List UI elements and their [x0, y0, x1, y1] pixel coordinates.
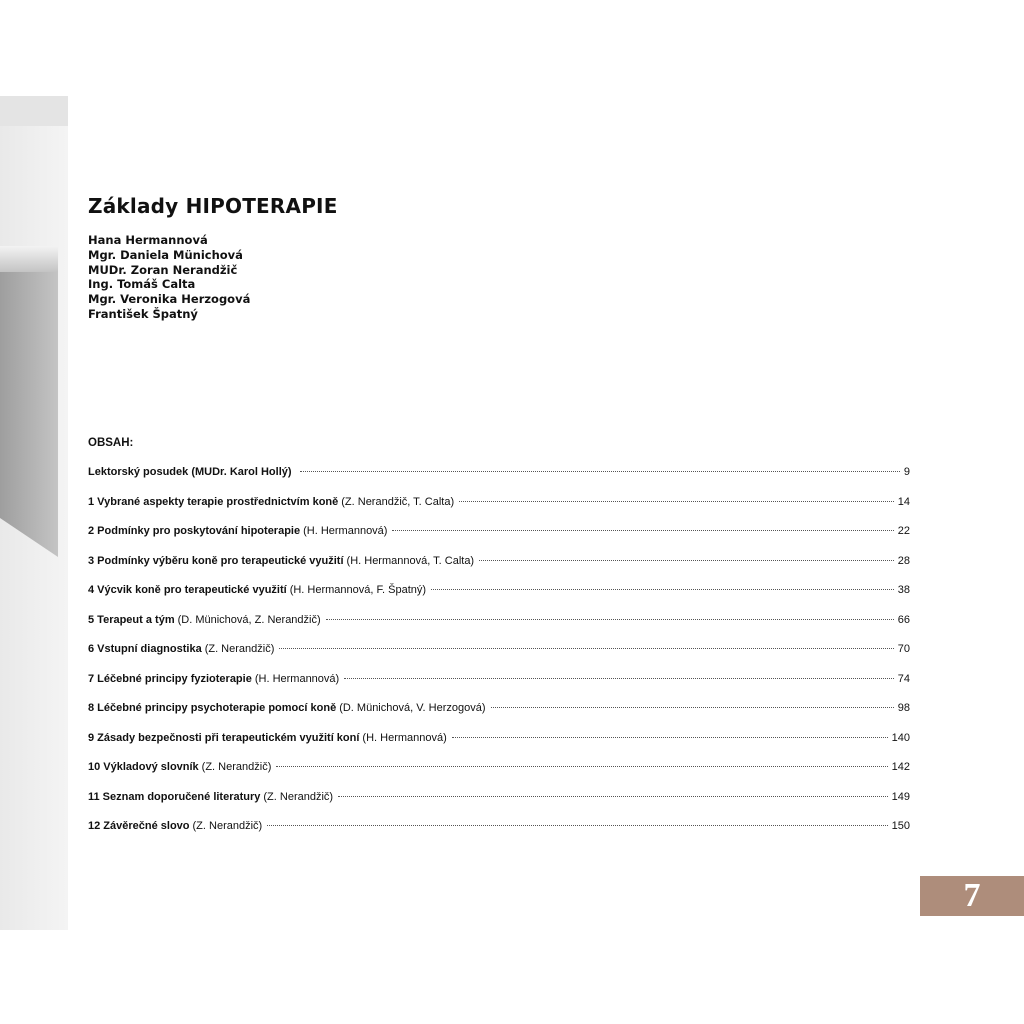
- toc-entry: [88, 643, 910, 673]
- toc-leader-dots: [459, 501, 894, 502]
- author-name: Ing. Tomáš Calta: [88, 277, 196, 292]
- side-decoration-top: [0, 96, 68, 126]
- toc-leader-dots: [431, 589, 894, 590]
- toc-leader-dots: [326, 619, 894, 620]
- toc-entry-title: 4 Výcvik koně pro terapeutické využití: [88, 584, 287, 596]
- toc-entry: [88, 732, 910, 762]
- toc-entry-page: 140: [891, 731, 910, 744]
- toc-entry-page: 28: [897, 554, 910, 567]
- toc-entry-page: 38: [897, 584, 910, 596]
- toc-entry-authors: (Z. Nerandžič): [204, 643, 275, 655]
- toc-entry: [88, 466, 910, 496]
- toc-entry-title: 9 Zásady bezpečnosti při terapeutickém využití koní: [88, 731, 360, 744]
- table-of-contents: [88, 466, 910, 850]
- toc-entry: [88, 820, 910, 850]
- author-name: MUDr. Zoran Nerandžič: [88, 262, 238, 277]
- toc-entry-authors: (Z. Nerandžič): [192, 820, 263, 832]
- author-name: František Špatný: [88, 306, 198, 321]
- toc-entry-page: 70: [897, 643, 910, 655]
- author-list: [88, 233, 250, 322]
- toc-entry-authors: (H. Hermannová): [362, 731, 447, 744]
- toc-entry: [88, 791, 910, 821]
- toc-entry-authors: (H. Hermannová, F. Špatný): [289, 584, 427, 596]
- toc-entry-page: 14: [897, 495, 910, 508]
- toc-entry-page: 142: [891, 761, 910, 773]
- toc-leader-dots: [300, 471, 900, 472]
- toc-entry: [88, 673, 910, 703]
- page-number-badge: [920, 876, 1024, 916]
- toc-entry-title: 7 Léčebné principy fyzioterapie: [88, 672, 252, 685]
- toc-leader-dots: [452, 737, 888, 738]
- toc-leader-dots: [279, 648, 893, 649]
- toc-entry-authors: (H. Hermannová, T. Calta): [346, 554, 475, 567]
- side-decoration-edge: [0, 246, 58, 276]
- toc-entry-page: 150: [891, 820, 910, 832]
- book-title: Základy HIPOTERAPIE: [88, 194, 338, 218]
- toc-leader-dots: [267, 825, 887, 826]
- toc-entry-authors: (Z. Nerandžič, T. Calta): [341, 495, 455, 508]
- toc-entry-authors: (D. Münichová, V. Herzogová): [339, 702, 486, 714]
- toc-entry-title: 1 Vybrané aspekty terapie prostřednictvím koně: [88, 495, 339, 508]
- toc-entry-authors: (Z. Nerandžič): [201, 761, 272, 773]
- toc-entry-authors: (Z. Nerandžič): [263, 790, 334, 803]
- toc-entry-title: 8 Léčebné principy psychoterapie pomocí koně: [88, 702, 337, 714]
- toc-entry-page: 66: [897, 613, 910, 626]
- toc-entry-title: 6 Vstupní diagnostika: [88, 643, 202, 655]
- toc-entry: [88, 525, 910, 555]
- author-name: Mgr. Daniela Münichová: [88, 247, 243, 262]
- author-name: Hana Hermannová: [88, 233, 208, 247]
- toc-entry-title: 11 Seznam doporučené literatury: [88, 790, 261, 803]
- toc-entry-page: 98: [897, 702, 910, 714]
- toc-leader-dots: [491, 707, 894, 708]
- toc-entry: [88, 614, 910, 644]
- toc-leader-dots: [276, 766, 887, 767]
- toc-leader-dots: [479, 560, 894, 561]
- toc-entry-authors: (H. Hermannová): [254, 672, 340, 685]
- toc-entry-title: 2 Podmínky pro poskytování hipoterapie: [88, 525, 301, 537]
- toc-entry: [88, 702, 910, 732]
- toc-entry-page: 74: [897, 672, 910, 685]
- toc-entry-title: 5 Terapeut a tým: [88, 613, 175, 626]
- toc-entry-title: 12 Závěrečné slovo: [88, 820, 190, 832]
- toc-entry-title: Lektorský posudek (MUDr. Karol Hollý): [88, 466, 292, 478]
- page-number: 7: [963, 877, 981, 914]
- toc-entry-authors: (H. Hermannová): [303, 525, 388, 537]
- toc-entry: [88, 555, 910, 585]
- toc-heading: OBSAH:: [88, 437, 134, 449]
- toc-entry-page: 22: [897, 525, 910, 537]
- toc-leader-dots: [344, 678, 894, 679]
- toc-leader-dots: [392, 530, 893, 531]
- toc-entry-title: 3 Podmínky výběru koně pro terapeutické využití: [88, 554, 344, 567]
- toc-entry-page: 149: [891, 790, 910, 803]
- toc-entry-page: 9: [903, 466, 910, 478]
- toc-entry: [88, 496, 910, 526]
- author-name: Mgr. Veronika Herzogová: [88, 292, 251, 307]
- toc-leader-dots: [338, 796, 888, 797]
- toc-entry-authors: (D. Münichová, Z. Nerandžič): [177, 613, 321, 626]
- toc-entry: [88, 761, 910, 791]
- toc-entry: [88, 584, 910, 614]
- toc-entry-title: 10 Výkladový slovník: [88, 761, 199, 773]
